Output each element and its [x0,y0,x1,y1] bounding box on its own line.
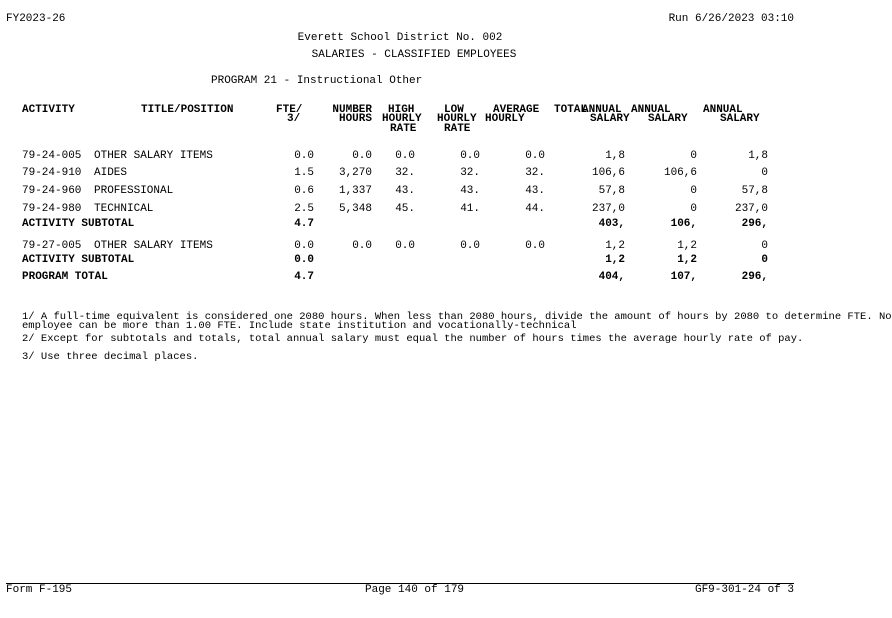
cell-state: 106,6 [663,167,697,179]
col-high-rate: HIGH [388,104,415,116]
col-annual-state: ANNUAL [631,104,671,116]
col-total-annual-l2: ANNUAL [582,104,622,116]
report-title: SALARIES - CLASSIFIED EMPLOYEES [311,49,517,61]
col-total-annual-l3: SALARY [590,113,630,125]
fiscal-year: FY2023-26 [6,13,66,25]
cell-total: 57,8 [598,185,625,197]
cell-activity: 79-24-910 [22,167,82,179]
cell-total: 237,0 [591,203,625,215]
program-total-total: 404, [598,271,625,283]
cell-other: 0 [761,167,768,179]
program-total-fte: 4.7 [294,271,314,283]
cell-activity: 79-27-005 [22,240,82,252]
cell-total: 1,8 [605,150,625,162]
form-reference: GF9-301-24 of 3 [694,584,794,596]
activity-subtotal-label: ACTIVITY SUBTOTAL [22,218,135,230]
cell-hours: 1,337 [338,185,372,197]
program-total-state: 107, [670,271,697,283]
cell-fte: 0.0 [294,240,314,252]
col-avg-rate: AVERAGE [493,104,540,116]
col-number-hours-l2: HOURS [338,113,372,125]
cell-avg: 0.0 [525,240,545,252]
cell-state: 0 [690,203,697,215]
col-fte: FTE/ [276,104,303,116]
activity-subtotal-2-total: 1,2 [605,254,625,266]
cell-state: 0 [690,150,697,162]
cell-activity: 79-24-960 [22,185,82,197]
cell-avg: 0.0 [525,150,545,162]
cell-activity: 79-24-005 [22,150,82,162]
cell-low: 0.0 [460,240,480,252]
cell-hours: 3,270 [338,167,372,179]
col-title-position: TITLE/POSITION [141,104,234,116]
col-low-rate-l3: RATE [444,123,471,135]
program-title: PROGRAM 21 - Instructional Other [211,75,423,87]
cell-other: 237,0 [734,203,768,215]
col-high-rate-l2: HOURLY [382,113,422,125]
note-1: 1/ A full-time equivalent is considered one 2080 hours. When less than 2080 hours, divide the amount of hours by 2080 to determine FTE. No [22,311,892,323]
cell-title: AIDES [94,167,128,179]
col-low-rate: LOW [444,104,464,116]
program-total-label: PROGRAM TOTAL [22,271,108,283]
cell-high: 0.0 [395,240,415,252]
page-number: Page 140 of 179 [365,584,465,596]
cell-low: 32. [460,167,480,179]
col-total-annual: TOTAL [554,104,588,116]
run-date: Run 6/26/2023 03:10 [668,13,794,25]
cell-title: OTHER SALARY ITEMS [94,150,213,162]
col-number-hours: NUMBER [332,104,372,116]
col-annual-state-l2: SALARY [648,113,688,125]
col-low-rate-l2: HOURLY [437,113,477,125]
cell-high: 0.0 [395,150,415,162]
cell-title: TECHNICAL [94,203,154,215]
cell-total: 1,2 [605,240,625,252]
cell-avg: 43. [525,185,545,197]
activity-subtotal-2-label: ACTIVITY SUBTOTAL [22,254,135,266]
cell-title: OTHER SALARY ITEMS [94,240,213,252]
cell-low: 0.0 [460,150,480,162]
cell-hours: 0.0 [352,240,372,252]
cell-fte: 0.6 [294,185,314,197]
cell-activity: 79-24-980 [22,203,82,215]
note-1-cont: employee can be more than 1.00 FTE. Include state institution and vocationally-technical [22,320,577,332]
activity-subtotal-total: 403, [598,218,625,230]
cell-other: 0 [761,240,768,252]
cell-other: 1,8 [748,150,768,162]
activity-subtotal-state: 106, [670,218,697,230]
cell-high: 32. [395,167,415,179]
col-annual-other: ANNUAL [703,104,743,116]
col-fte-note: 3/ [287,113,301,125]
cell-hours: 5,348 [338,203,372,215]
cell-low: 41. [460,203,480,215]
activity-subtotal-2-state: 1,2 [677,254,697,266]
cell-state: 0 [690,185,697,197]
col-avg-rate-l2: HOURLY [485,113,525,125]
cell-title: PROFESSIONAL [94,185,174,197]
cell-high: 45. [395,203,415,215]
cell-avg: 32. [525,167,545,179]
cell-state: 1,2 [677,240,697,252]
activity-subtotal-fte: 4.7 [294,218,314,230]
note-2: 2/ Except for subtotals and totals, total annual salary must equal the number of hours times the average hourly rate of pay. [22,333,804,345]
activity-subtotal-other: 296, [741,218,768,230]
cell-low: 43. [460,185,480,197]
cell-other: 57,8 [741,185,768,197]
cell-fte: 0.0 [294,150,314,162]
col-activity: ACTIVITY [22,104,75,116]
cell-fte: 1.5 [294,167,314,179]
col-annual-other-l2: SALARY [720,113,760,125]
col-high-rate-l3: RATE [390,123,417,135]
form-number: Form F-195 [6,584,73,596]
note-3: 3/ Use three decimal places. [22,351,199,363]
district-name: Everett School District No. 002 [297,32,503,44]
program-total-other: 296, [741,271,768,283]
cell-fte: 2.5 [294,203,314,215]
cell-hours: 0.0 [352,150,372,162]
cell-avg: 44. [525,203,545,215]
cell-high: 43. [395,185,415,197]
activity-subtotal-2-other: 0 [761,254,768,266]
activity-subtotal-2-fte: 0.0 [294,254,314,266]
cell-total: 106,6 [591,167,625,179]
